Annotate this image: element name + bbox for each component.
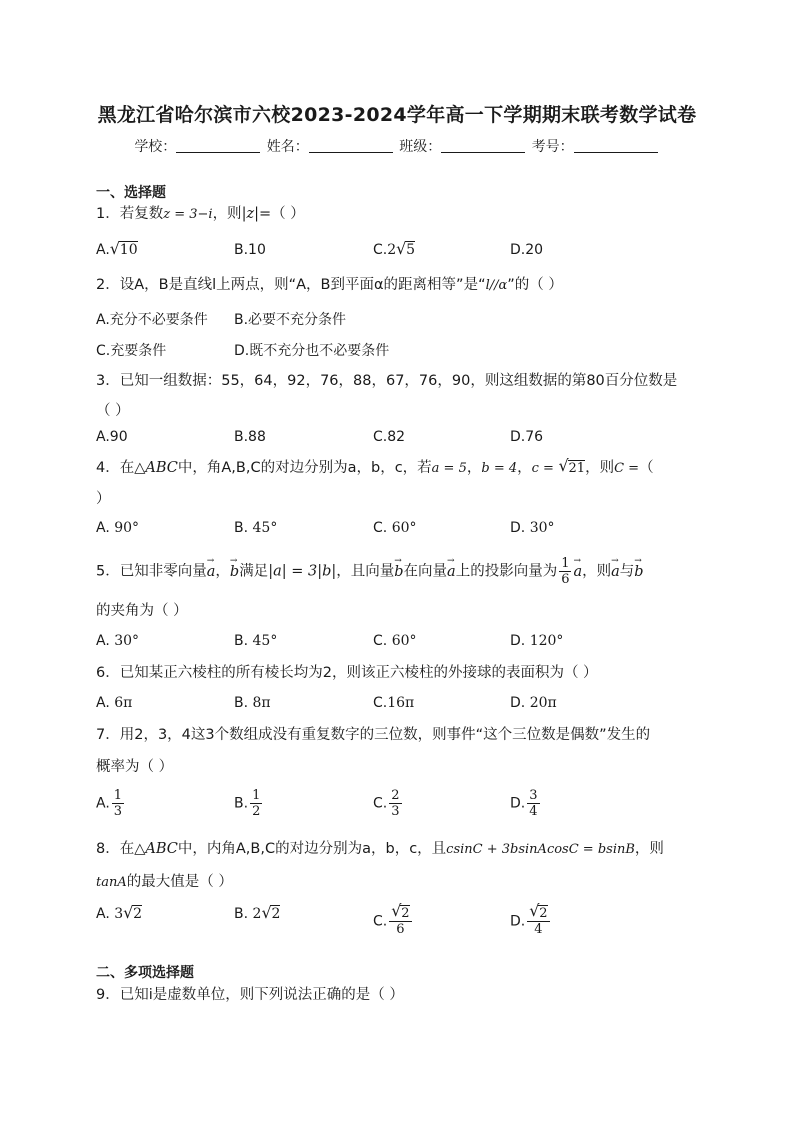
name-blank[interactable]	[309, 138, 393, 153]
question-6: 6．已知某正六棱柱的所有棱长均为2，则该正六棱柱的外接球的表面积为（ ）	[96, 665, 598, 681]
option-a[interactable]: A.90	[96, 429, 128, 445]
option-c[interactable]: C. √ $\frac{2}{6}$	[373, 906, 414, 937]
option-d[interactable]: D. 30°	[510, 520, 555, 536]
question-7: 7．用2，3，4这3个数组成没有重复数字的三位数，则事件“这个三位数是偶数”发生的 概率为（ ）	[96, 727, 651, 775]
option-c[interactable]: C.2√ 5	[373, 242, 415, 258]
option-d[interactable]: D.20	[510, 242, 544, 258]
option-c[interactable]: C.82	[373, 429, 406, 445]
option-b[interactable]: B.88	[234, 429, 266, 445]
option-a[interactable]: A.√ 10	[96, 242, 138, 258]
question-7-options	[96, 788, 696, 824]
option-c[interactable]: C. 60°	[373, 633, 417, 649]
option-b[interactable]: B.必要不充分条件	[234, 312, 347, 328]
option-c[interactable]: C. $\frac{2}{3}$	[373, 788, 400, 819]
option-a[interactable]: A. 30°	[96, 633, 140, 649]
option-b[interactable]: B. 45°	[234, 520, 278, 536]
exam-number-label: 考号：	[531, 139, 574, 155]
option-a[interactable]: A. 6π	[96, 695, 133, 711]
option-a[interactable]: A. 3√ 2	[96, 906, 142, 922]
school-blank[interactable]	[176, 138, 260, 153]
question-1-options	[96, 242, 696, 278]
question-2: 2．设A，B是直线l上两点，则“A，B到平面α的距离相等”是“l//α”的（ ）	[96, 277, 563, 293]
option-b[interactable]: B.10	[234, 242, 266, 258]
question-5: 5．已知非零向量→ a，→ b满足|a| = 3|b|，且向量→ b在向量→ a上的投影向量为 $\frac{1}{6}$ → a，则→ a与→ b 的夹角为（ ）	[96, 556, 706, 621]
section-heading-multiple-choice: 二、多项选择题	[96, 965, 194, 981]
class-label: 班级：	[399, 139, 442, 155]
option-d[interactable]: D. √ $\frac{2}{4}$	[510, 906, 552, 937]
option-b[interactable]: B. 8π	[234, 695, 271, 711]
school-label: 学校：	[134, 139, 177, 155]
option-b[interactable]: B. 2√ 2	[234, 906, 280, 922]
option-a[interactable]: A. $\frac{1}{3}$	[96, 788, 123, 819]
question-8-options	[96, 906, 696, 950]
option-d[interactable]: D. 20π	[510, 695, 557, 711]
option-b[interactable]: B. $\frac{1}{2}$	[234, 788, 261, 819]
option-d[interactable]: D.76	[510, 429, 544, 445]
name-label: 姓名：	[266, 139, 309, 155]
question-3: 3．已知一组数据：55，64，92，76，88，67，76，90，则这组数据的第80百分位数是 （ ）	[96, 373, 678, 419]
student-info-line	[0, 136, 794, 156]
option-d[interactable]: D. $\frac{3}{4}$	[510, 788, 538, 819]
exam-number-blank[interactable]	[574, 138, 658, 153]
option-d[interactable]: D. 120°	[510, 633, 564, 649]
option-c[interactable]: C. 60°	[373, 520, 417, 536]
class-blank[interactable]	[441, 138, 525, 153]
option-a[interactable]: A.充分不必要条件	[96, 312, 208, 328]
question-1: 1．若复数z = 3−i，则|z|=（ ）	[96, 206, 305, 222]
question-8: 8．在△ABC中，内角A,B,C的对边分别为a，b，c，且csinC + 3bsinAcosC = bsinB，则 tanA的最大值是（ ）	[96, 841, 664, 890]
page-title: 黑龙江省哈尔滨市六校2023-2024学年高一下学期期末联考数学试卷	[97, 104, 697, 126]
option-c[interactable]: C.16π	[373, 695, 415, 711]
option-a[interactable]: A. 90°	[96, 520, 140, 536]
option-b[interactable]: B. 45°	[234, 633, 278, 649]
option-d[interactable]: D.既不充分也不必要条件	[234, 343, 390, 359]
question-9: 9．已知i是虚数单位，则下列说法正确的是（ ）	[96, 987, 404, 1003]
option-c[interactable]: C.充要条件	[96, 343, 167, 359]
question-4: 4．在△ABC中，角A,B,C的对边分别为a，b，c，若a = 5，b = 4，c = √ 21，则C =（ ）	[96, 458, 706, 509]
section-heading-single-choice: 一、选择题	[96, 185, 166, 201]
